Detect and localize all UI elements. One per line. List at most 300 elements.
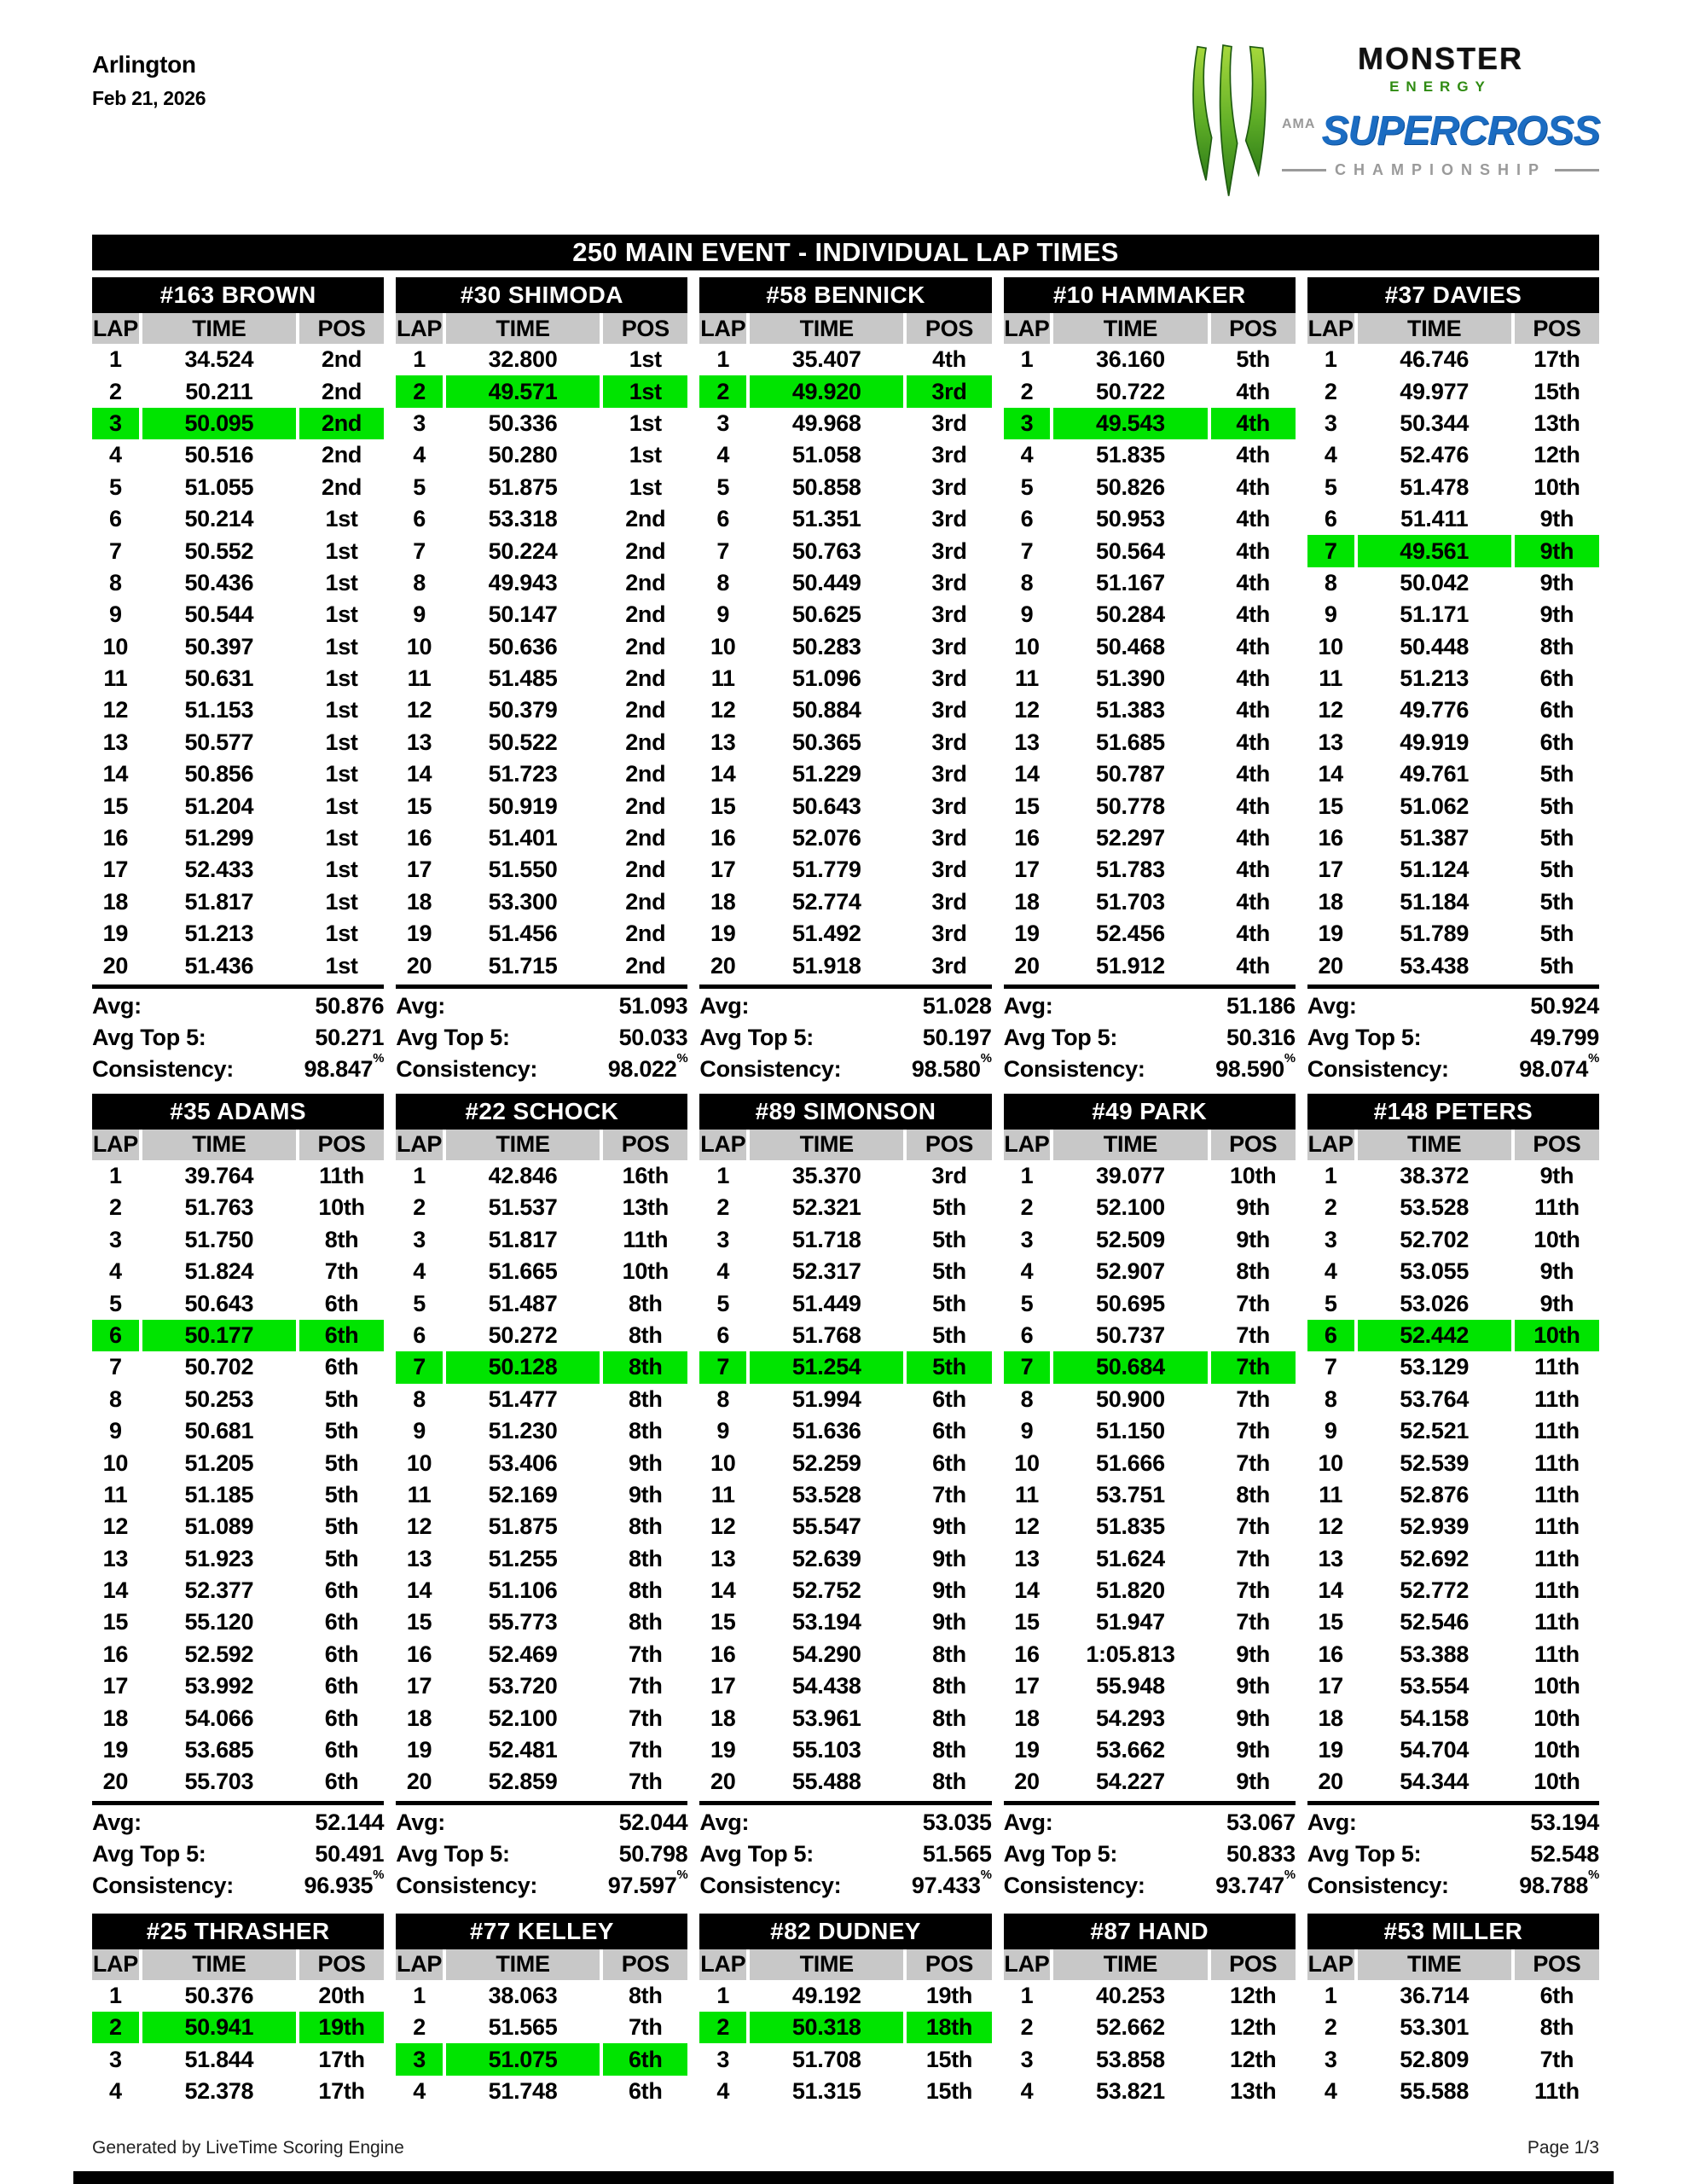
lap-number: 9 — [1020, 601, 1034, 628]
lap-row — [699, 1160, 991, 1192]
column-headers — [1004, 1949, 1296, 1980]
lap-position: 4th — [932, 346, 966, 373]
lap-position: 18th — [907, 2012, 991, 2043]
lap-row — [1004, 472, 1296, 503]
lap-position: 1st — [325, 569, 358, 595]
lap-number: 15 — [1318, 793, 1343, 819]
lap-row-fastest — [1004, 408, 1296, 439]
lap-row — [1004, 1670, 1296, 1702]
lap-number: 19 — [406, 1737, 432, 1763]
lap-row — [1004, 1639, 1296, 1670]
lap-time: 54.438 — [791, 1673, 861, 1699]
championship-label: CHAMPIONSHIP — [1335, 161, 1547, 178]
lap-time: 53.528 — [1400, 1194, 1470, 1221]
lap-row — [1307, 1351, 1599, 1383]
lap-number: 1 — [109, 1163, 122, 1188]
lap-time: 51.665 — [488, 1258, 558, 1285]
lap-number: 18 — [710, 888, 736, 915]
lap-time: 54.227 — [1096, 1769, 1165, 1795]
lap-position: 10th — [1533, 1737, 1580, 1763]
lap-number: 4 — [109, 442, 122, 468]
logo-wordmarks — [1282, 41, 1599, 179]
lap-position: 9th — [1539, 601, 1574, 628]
lap-number: 16 — [1318, 1641, 1343, 1667]
col-time: TIME — [750, 1949, 903, 1980]
summary — [1307, 1801, 1599, 1902]
lap-time: 53.751 — [1096, 1481, 1165, 1507]
summary-value: 50.033 — [618, 1024, 688, 1050]
col-time: TIME — [1053, 1949, 1207, 1980]
lap-time: 35.407 — [791, 346, 861, 373]
lap-number: 9 — [109, 601, 122, 628]
col-lap: LAP — [92, 313, 139, 344]
lap-row — [1004, 1256, 1296, 1287]
lap-time: 50.376 — [184, 1982, 254, 2008]
lap-position: 2nd — [625, 921, 666, 947]
lap-time: 51.763 — [184, 1194, 254, 1221]
lap-number: 6 — [716, 506, 730, 532]
lap-position: 15th — [1533, 378, 1580, 404]
rider-name: #22 SCHOCK — [396, 1094, 687, 1130]
lap-number: 15 — [710, 793, 736, 819]
lap-time: 50.224 — [488, 537, 558, 564]
lap-time: 51.779 — [791, 857, 861, 883]
lap-number: 13 — [406, 1545, 432, 1571]
lap-table-hand — [1004, 1914, 1296, 2108]
lap-position: 4th — [1236, 761, 1270, 787]
lap-row — [1307, 1980, 1599, 2012]
right-rule — [1555, 169, 1599, 171]
lap-row — [92, 1192, 384, 1223]
lap-row — [699, 1575, 991, 1606]
col-pos: POS — [603, 1130, 687, 1160]
lap-time: 50.856 — [184, 761, 254, 787]
lap-table-davies — [1307, 277, 1599, 1085]
lap-time: 53.821 — [1096, 2077, 1165, 2104]
lap-row — [1004, 918, 1296, 950]
lap-position: 1st — [629, 410, 662, 436]
lap-row — [1307, 854, 1599, 886]
lap-position: 5th — [932, 1194, 966, 1221]
lap-time: 38.372 — [1400, 1163, 1470, 1188]
report-title: 250 MAIN EVENT - INDIVIDUAL LAP TIMES — [572, 237, 1119, 267]
lap-row-fastest — [92, 2012, 384, 2043]
lap-time: 50.284 — [1096, 601, 1165, 628]
rider-name: #53 MILLER — [1307, 1914, 1599, 1949]
event-info — [92, 51, 206, 110]
lap-time: 53.528 — [791, 1481, 861, 1507]
column-headers — [92, 1949, 384, 1980]
lap-time: 51.844 — [184, 2046, 254, 2072]
lap-number: 15 — [406, 1609, 432, 1635]
lap-time: 39.077 — [1096, 1163, 1165, 1188]
lap-position: 8th — [932, 1737, 966, 1763]
lap-row — [699, 439, 991, 471]
lap-row — [699, 1479, 991, 1511]
lap-row — [92, 375, 384, 407]
percent-sign: % — [980, 1052, 992, 1066]
lap-time: 39.764 — [184, 1163, 254, 1188]
lap-row — [92, 822, 384, 854]
lap-row — [1004, 694, 1296, 726]
lap-number: 2 — [716, 1194, 730, 1221]
summary-value: 51.186 — [1226, 992, 1296, 1019]
lap-time: 52.169 — [488, 1481, 558, 1507]
col-time: TIME — [1358, 1949, 1511, 1980]
lap-position: 2nd — [625, 857, 666, 883]
lap-row — [1307, 1256, 1599, 1287]
col-time: TIME — [142, 1949, 296, 1980]
lap-number: 19 — [1014, 1737, 1040, 1763]
lap-position: 2nd — [625, 793, 666, 819]
lap-row — [1307, 599, 1599, 630]
lap-row-fastest — [92, 1320, 384, 1351]
summary-value: 53.067 — [1226, 1809, 1296, 1835]
lap-position: 11th — [1533, 1641, 1580, 1667]
summary-avg — [1004, 990, 1296, 1022]
col-lap: LAP — [1004, 1130, 1051, 1160]
summary-consistency — [699, 1054, 991, 1085]
lap-number: 14 — [1014, 761, 1040, 787]
lap-position: 2nd — [625, 825, 666, 851]
lap-number: 15 — [1014, 793, 1040, 819]
lap-number: 18 — [710, 1705, 736, 1731]
lap-time: 52.442 — [1358, 1320, 1511, 1351]
lap-row — [1004, 567, 1296, 599]
lap-time: 51.167 — [1096, 569, 1165, 595]
lap-row — [1004, 950, 1296, 981]
lap-time: 52.100 — [488, 1705, 558, 1731]
event-date: Feb 21, 2026 — [92, 87, 206, 109]
lap-number: 5 — [716, 1290, 730, 1316]
lap-number: 6 — [716, 1321, 730, 1348]
lap-position: 9th — [1539, 1258, 1574, 1285]
lap-row — [92, 1160, 384, 1192]
summary-value: 50.316 — [1226, 1024, 1296, 1050]
summary-label: Avg Top 5: — [396, 1024, 510, 1050]
lap-row — [1004, 344, 1296, 375]
lap-time: 51.912 — [1096, 952, 1165, 979]
lap-position: 5th — [1539, 825, 1574, 851]
lap-position: 1st — [325, 857, 358, 883]
lap-number: 11 — [103, 665, 128, 692]
lap-row — [92, 631, 384, 663]
lap-row — [699, 822, 991, 854]
lap-position: 6th — [1539, 729, 1574, 755]
lap-number: 2 — [109, 378, 122, 404]
lap-number: 12 — [102, 697, 129, 723]
lap-row-fastest — [1004, 1351, 1296, 1383]
col-pos: POS — [1515, 313, 1599, 344]
lap-position: 10th — [622, 1258, 669, 1285]
lap-time: 53.858 — [1096, 2046, 1165, 2072]
lap-time: 51.230 — [488, 1418, 558, 1444]
lap-number: 15 — [1318, 1609, 1343, 1635]
lap-number: 20 — [1014, 1769, 1040, 1795]
lap-number: 1 — [109, 346, 122, 373]
lap-position: 8th — [628, 1513, 663, 1540]
lap-row — [92, 1479, 384, 1511]
lap-time: 50.042 — [1400, 569, 1470, 595]
lap-number: 13 — [406, 729, 432, 755]
lap-position: 2nd — [625, 952, 666, 979]
lap-position: 1st — [629, 473, 662, 500]
lap-position: 11th — [1533, 1449, 1580, 1476]
lap-number: 13 — [710, 1545, 736, 1571]
lap-position: 3rd — [907, 375, 991, 407]
lap-number: 13 — [1014, 729, 1040, 755]
lap-number: 12 — [1318, 1513, 1343, 1540]
col-lap: LAP — [1307, 1130, 1354, 1160]
lap-number: 6 — [1324, 506, 1337, 532]
lap-number: 9 — [413, 601, 426, 628]
lap-row — [92, 599, 384, 630]
lap-number: 2 — [1324, 378, 1337, 404]
page-header — [92, 0, 1599, 235]
lap-row — [1004, 886, 1296, 918]
lap-row — [92, 694, 384, 726]
lap-row — [396, 1766, 687, 1798]
summary-label: Avg: — [92, 1809, 142, 1835]
lap-position: 8th — [1236, 1481, 1270, 1507]
summary-label: Consistency: — [396, 1872, 538, 1898]
col-time: TIME — [1358, 313, 1511, 344]
lap-number: 4 — [716, 2077, 730, 2104]
lap-row — [92, 1766, 384, 1798]
lap-position: 3rd — [931, 473, 967, 500]
lap-number: 9 — [1020, 1418, 1034, 1444]
lap-position: 10th — [1230, 1163, 1277, 1188]
lap-position: 3rd — [931, 569, 967, 595]
lap-position: 17th — [318, 2046, 365, 2072]
lap-row — [92, 1670, 384, 1702]
lap-time: 55.488 — [791, 1769, 861, 1795]
lap-number: 3 — [413, 1226, 426, 1252]
summary-avg_top5 — [1307, 1838, 1599, 1870]
lap-number: 8 — [1020, 569, 1034, 595]
lap-position: 8th — [1539, 633, 1574, 659]
summary — [92, 1801, 384, 1902]
lap-row — [1004, 1415, 1296, 1447]
lap-position: 3rd — [931, 506, 967, 532]
lap-number: 8 — [109, 1385, 122, 1412]
summary-avg — [1307, 1807, 1599, 1838]
lap-number: 3 — [1020, 1226, 1034, 1252]
lap-row — [92, 663, 384, 694]
lap-number: 18 — [102, 888, 129, 915]
lap-position: 5th — [1539, 888, 1574, 915]
lap-position: 5th — [1539, 793, 1574, 819]
col-time: TIME — [750, 313, 903, 344]
lap-time: 49.561 — [1358, 535, 1511, 566]
lap-row — [92, 1575, 384, 1606]
lap-position: 17th — [1533, 346, 1580, 373]
lap-time: 55.948 — [1096, 1673, 1165, 1699]
lap-row — [1307, 1511, 1599, 1542]
lap-time: 51.789 — [1400, 921, 1470, 947]
lap-number: 18 — [1318, 1705, 1343, 1731]
lap-position: 8th — [1236, 1258, 1270, 1285]
lap-number: 17 — [102, 857, 129, 883]
summary-avg_top5 — [699, 1022, 991, 1054]
lap-time: 51.153 — [184, 697, 254, 723]
lap-number: 14 — [1318, 761, 1343, 787]
lap-position: 9th — [1515, 535, 1599, 566]
lap-row — [92, 854, 384, 886]
lap-position: 3rd — [931, 761, 967, 787]
col-lap: LAP — [1307, 313, 1354, 344]
lap-row — [396, 1511, 687, 1542]
lap-number: 3 — [716, 410, 730, 436]
lap-time: 52.317 — [791, 1258, 861, 1285]
lap-time: 55.547 — [791, 1513, 861, 1540]
lap-row — [1004, 790, 1296, 822]
lap-table-thrasher — [92, 1914, 384, 2108]
lap-time: 53.301 — [1400, 2014, 1470, 2041]
lap-number: 12 — [1014, 697, 1040, 723]
summary-avg_top5 — [396, 1838, 687, 1870]
lap-number: 4 — [1324, 1258, 1337, 1285]
lap-time: 52.100 — [1096, 1194, 1165, 1221]
lap-position: 7th — [1236, 1545, 1270, 1571]
lap-number: 12 — [1014, 1513, 1040, 1540]
lap-row — [92, 1256, 384, 1287]
lap-position: 9th — [932, 1545, 966, 1571]
col-lap: LAP — [396, 1949, 443, 1980]
lap-time: 50.643 — [184, 1290, 254, 1316]
percent-sign: % — [980, 1867, 992, 1882]
column-headers — [1004, 1130, 1296, 1160]
lap-position: 6th — [932, 1418, 966, 1444]
lap-position: 7th — [628, 1737, 663, 1763]
lap-position: 8th — [932, 1641, 966, 1667]
lap-position: 4th — [1236, 888, 1270, 915]
lap-number: 12 — [710, 697, 736, 723]
lap-time: 51.205 — [184, 1449, 254, 1476]
lap-time: 51.835 — [1096, 1513, 1165, 1540]
lap-time: 51.255 — [488, 1545, 558, 1571]
lap-time: 51.820 — [1096, 1577, 1165, 1604]
lap-number: 2 — [1324, 1194, 1337, 1221]
lap-time: 51.875 — [488, 1513, 558, 1540]
lap-time: 51.477 — [488, 1385, 558, 1412]
summary-value: 97.433% — [911, 1867, 992, 1898]
lap-position: 6th — [324, 1705, 359, 1731]
lap-number: 10 — [406, 1449, 432, 1476]
lap-number: 1 — [1020, 1163, 1034, 1188]
lap-row — [1307, 2076, 1599, 2107]
lap-position: 4th — [1236, 378, 1270, 404]
lap-position: 9th — [932, 1609, 966, 1635]
lap-row — [1004, 1606, 1296, 1638]
lap-position: 10th — [1533, 1226, 1580, 1252]
lap-position: 5th — [324, 1481, 359, 1507]
lap-row — [1307, 886, 1599, 918]
lap-time: 51.994 — [791, 1385, 861, 1412]
lap-position: 4th — [1211, 408, 1296, 439]
lap-position: 1st — [603, 375, 687, 407]
lap-number: 16 — [710, 825, 736, 851]
lap-number: 16 — [1014, 825, 1040, 851]
lap-row — [1307, 1575, 1599, 1606]
lap-position: 11th — [1533, 1385, 1580, 1412]
summary-label: Avg: — [92, 992, 142, 1019]
lap-position: 11th — [1533, 1609, 1580, 1635]
lap-number: 1 — [109, 1982, 122, 2008]
lap-row-fastest — [396, 1351, 687, 1383]
lap-row — [1307, 1224, 1599, 1256]
lap-number: 9 — [1324, 601, 1337, 628]
lap-time: 50.280 — [488, 442, 558, 468]
lap-row — [92, 758, 384, 790]
rider-name: #77 KELLEY — [396, 1914, 687, 1949]
lap-row — [396, 472, 687, 503]
lap-number: 2 — [1020, 378, 1034, 404]
lap-position: 9th — [932, 1577, 966, 1604]
column-headers — [1307, 1949, 1599, 1980]
lap-row — [396, 663, 687, 694]
lap-number: 7 — [699, 1351, 746, 1383]
footer-generator: Generated by LiveTime Scoring Engine — [92, 2138, 404, 2158]
rider-name: #148 PETERS — [1307, 1094, 1599, 1130]
lap-row — [1004, 1734, 1296, 1766]
lap-position: 5th — [1539, 761, 1574, 787]
lap-row — [1004, 1224, 1296, 1256]
lap-row — [396, 2012, 687, 2043]
lap-number: 1 — [716, 1163, 730, 1188]
summary-label: Avg Top 5: — [699, 1840, 814, 1867]
lap-row — [396, 790, 687, 822]
lap-row-fastest — [699, 1351, 991, 1383]
lap-position: 8th — [628, 1418, 663, 1444]
lap-time: 50.631 — [184, 665, 254, 692]
lap-number: 8 — [1324, 1385, 1337, 1412]
lap-time: 50.643 — [791, 793, 861, 819]
lap-time: 54.293 — [1096, 1705, 1165, 1731]
col-pos: POS — [1211, 313, 1296, 344]
lap-number: 4 — [1324, 2077, 1337, 2104]
lap-row — [1004, 599, 1296, 630]
lap-time: 40.253 — [1096, 1982, 1165, 2008]
lap-position: 7th — [1539, 2046, 1574, 2072]
lap-number: 4 — [109, 1258, 122, 1285]
lap-number: 14 — [102, 1577, 129, 1604]
lap-time: 50.681 — [184, 1418, 254, 1444]
lap-time: 52.539 — [1400, 1449, 1470, 1476]
lap-position: 3rd — [931, 633, 967, 659]
lap-time: 51.184 — [1400, 888, 1470, 915]
lap-number: 17 — [1014, 1673, 1040, 1699]
lap-row — [1004, 663, 1296, 694]
lap-time: 50.436 — [184, 569, 254, 595]
lap-number: 7 — [1307, 535, 1354, 566]
lap-time: 53.406 — [488, 1449, 558, 1476]
lap-row — [1307, 344, 1599, 375]
lap-number: 9 — [109, 1418, 122, 1444]
lap-row — [92, 1702, 384, 1734]
lap-row — [1004, 1543, 1296, 1575]
lap-row — [92, 1639, 384, 1670]
lap-number: 9 — [413, 1418, 426, 1444]
lap-number: 10 — [710, 1449, 736, 1476]
col-time: TIME — [1053, 313, 1207, 344]
lap-position: 11th — [319, 1163, 364, 1188]
lap-time: 52.876 — [1400, 1481, 1470, 1507]
lap-row — [699, 694, 991, 726]
lap-position: 6th — [628, 2077, 663, 2104]
lap-position: 7th — [628, 2014, 663, 2041]
lap-position: 8th — [932, 1769, 966, 1795]
